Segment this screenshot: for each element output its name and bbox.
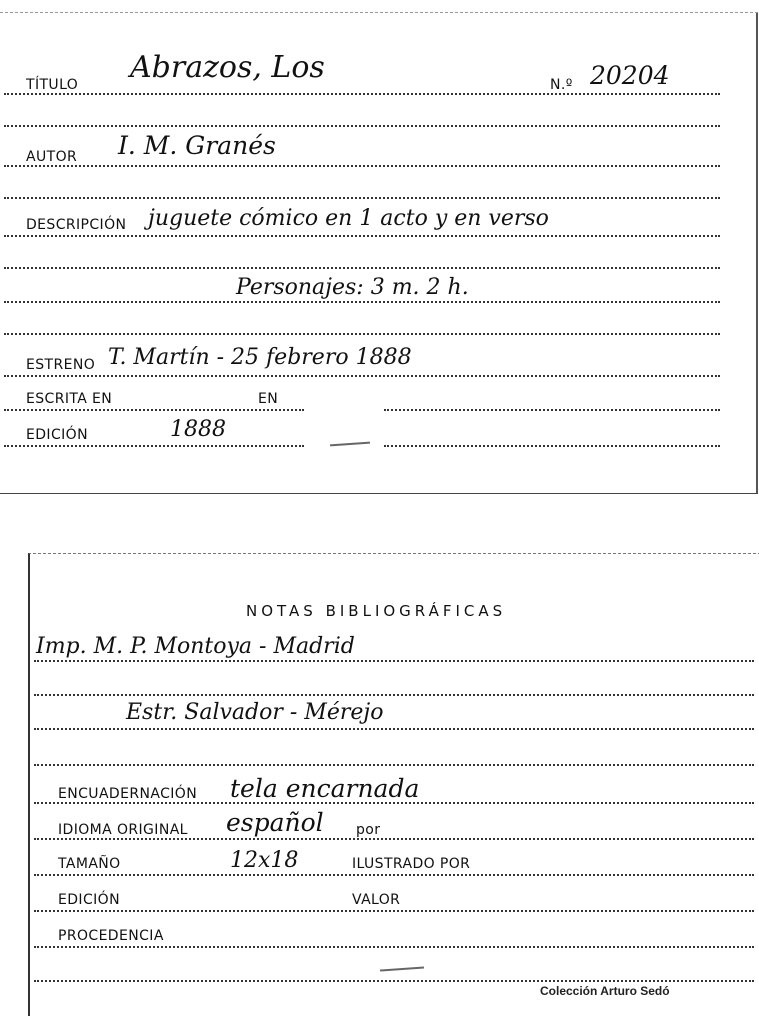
- valor-label: VALOR: [352, 892, 401, 908]
- line-edicion-right: [384, 445, 720, 447]
- idioma-value: español: [226, 808, 324, 837]
- line-autor: [4, 165, 720, 167]
- catalog-card-back: [28, 553, 759, 1016]
- line-titulo: [4, 93, 720, 95]
- notes-line1: Imp. M. P. Montoya - Madrid: [36, 634, 355, 659]
- procedencia-label: PROCEDENCIA: [58, 928, 164, 944]
- line-estreno: [4, 375, 720, 377]
- line-blank: [4, 125, 720, 127]
- edicion-value: 1888: [170, 417, 226, 442]
- idioma-por-label: por: [356, 822, 381, 838]
- edicion2-label: EDICIÓN: [58, 892, 120, 908]
- descripcion-label: DESCRIPCIÓN: [26, 217, 127, 233]
- notas-heading: NOTAS BIBLIOGRÁFICAS: [246, 602, 507, 620]
- line-blank: [4, 267, 720, 269]
- edicion-label: EDICIÓN: [26, 427, 88, 443]
- line-tamano: [34, 874, 754, 876]
- idioma-label: IDIOMA ORIGINAL: [58, 822, 188, 838]
- line-procedencia: [34, 946, 754, 948]
- autor-value: I. M. Granés: [118, 131, 276, 160]
- numero-value: 20204: [590, 61, 670, 90]
- line-blank: [34, 980, 754, 982]
- line-edicion2: [34, 910, 754, 912]
- estreno-label: ESTRENO: [26, 357, 96, 373]
- line-blank: [34, 764, 754, 766]
- card-edge: [756, 13, 758, 493]
- line-encuadernacion: [34, 802, 754, 804]
- line-blank: [34, 694, 754, 696]
- line-edicion: [4, 445, 304, 447]
- line-idioma: [34, 838, 754, 840]
- titulo-value: Abrazos, Los: [130, 50, 325, 85]
- line-blank: [4, 197, 720, 199]
- descripcion-line2: Personajes: 3 m. 2 h.: [236, 275, 469, 300]
- line-blank: [4, 301, 720, 303]
- ink-mark: [330, 442, 370, 447]
- encuadernacion-value: tela encarnada: [230, 774, 420, 803]
- tamano-label: TAMAÑO: [58, 856, 121, 872]
- line-escrita: [4, 409, 304, 411]
- line-escrita-en: [384, 409, 720, 411]
- descripcion-line1: juguete cómico en 1 acto y en verso: [148, 206, 549, 231]
- escrita-en-label: EN: [258, 391, 279, 407]
- ilustrado-label: ILUSTRADO POR: [352, 856, 471, 872]
- catalog-card-front: [0, 12, 758, 494]
- line-blank: [34, 728, 754, 730]
- ink-mark: [380, 966, 424, 971]
- escrita-label: ESCRITA EN: [26, 391, 113, 407]
- numero-label: N.º: [550, 77, 573, 93]
- line-notes: [34, 660, 754, 662]
- estreno-value: T. Martín - 25 febrero 1888: [108, 345, 412, 370]
- titulo-label: TÍTULO: [26, 77, 79, 93]
- encuadernacion-label: ENCUADERNACIÓN: [58, 786, 198, 802]
- line-blank: [4, 333, 720, 335]
- collection-credit: Colección Arturo Sedó: [540, 984, 670, 998]
- notes-line2: Estr. Salvador - Mérejo: [126, 700, 384, 725]
- autor-label: AUTOR: [26, 149, 78, 165]
- tamano-value: 12x18: [230, 848, 299, 873]
- line-descripcion: [4, 235, 720, 237]
